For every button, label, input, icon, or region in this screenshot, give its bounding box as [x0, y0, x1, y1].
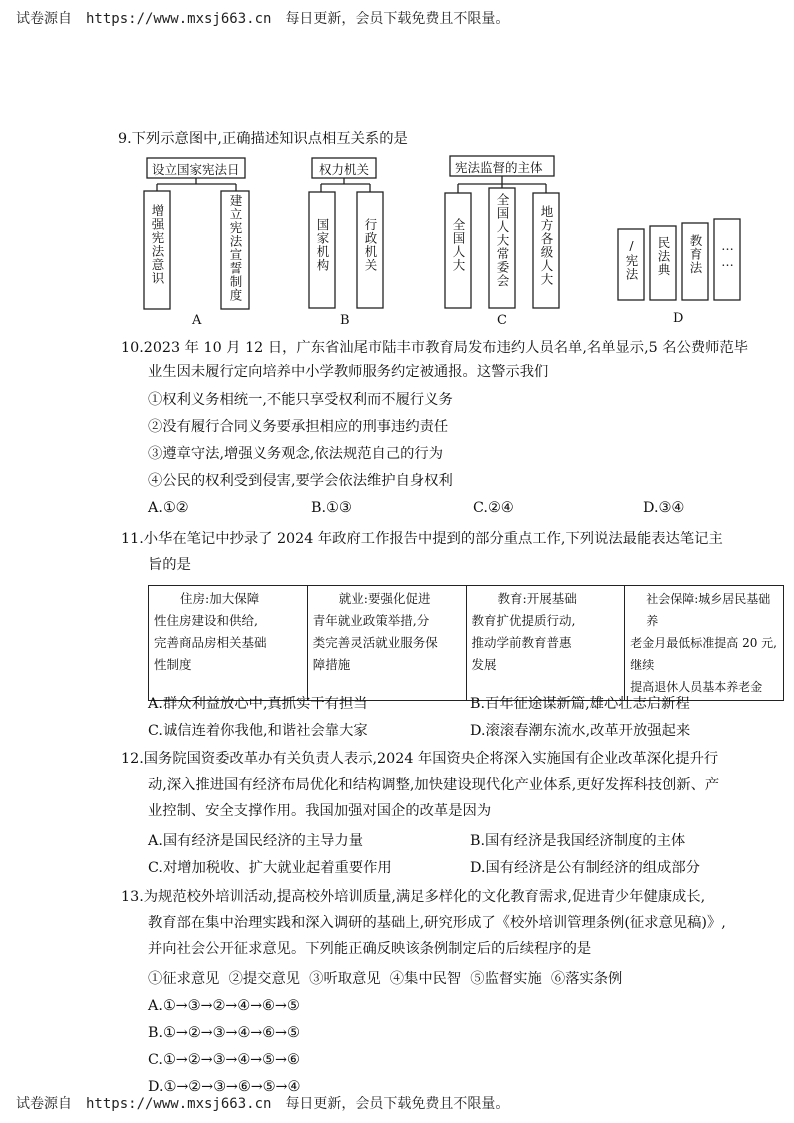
q11-cell-housing: 住房:加大保障 性住房建设和供给, 完善商品房相关基础 性制度	[149, 586, 308, 701]
q10-line1: 10.2023 年 10 月 12 日，广东省汕尾市陆丰市教育局发布违约人员名单,名单显示,5 名公费师范毕	[121, 340, 749, 356]
q11-cell-employment: 就业:要强化促进 青年就业政策举措,分 类完善灵活就业服务保 障措施	[307, 586, 466, 701]
header-url[interactable]: https://www.mxsj663.cn	[86, 11, 272, 27]
q10-statement-4: ④公民的权利受到侵害,要学会依法维护自身权利	[148, 473, 453, 489]
q13-steps: ①征求意见 ②提交意见 ③听取意见 ④集中民智 ⑤监督实施 ⑥落实条例	[148, 971, 623, 987]
q12-line2: 动,深入推进国有经济布局优化和结构调整,加快建设现代化产业体系,更好发挥科技创新、产	[148, 777, 720, 793]
q10-option-b[interactable]: B.①③	[311, 500, 352, 516]
q9-d-box4-text: ……	[720, 238, 735, 270]
footer-url[interactable]: https://www.mxsj663.cn	[86, 1096, 272, 1112]
page-footer	[16, 1093, 509, 1113]
q12-option-c[interactable]: C.对增加税收、扩大就业起着重要作用	[148, 860, 392, 876]
q11-option-b[interactable]: B.百年征途谋新篇,雄心壮志启新程	[470, 696, 690, 712]
q12-line3: 业控制、安全支撑作用。我国加强对国企的改革是因为	[148, 803, 492, 819]
q9-b-letter: B	[340, 313, 350, 328]
q10-option-d[interactable]: D.③④	[643, 500, 685, 516]
q9-c-leaf3: 地方各级人大	[539, 205, 554, 286]
q11-line1: 11.小华在笔记中抄录了 2024 年政府工作报告中提到的部分重点工作,下列说法最能表达笔记主	[121, 531, 723, 547]
q11-line2: 旨的是	[148, 557, 191, 573]
q10-statement-3: ③遵章守法,增强义务观念,依法规范自己的行为	[148, 446, 444, 462]
q11-option-d[interactable]: D.滚滚春潮东流水,改革开放强起来	[470, 723, 691, 739]
q12-option-d[interactable]: D.国有经济是公有制经济的组成部分	[470, 860, 700, 876]
q13-option-b[interactable]: B.①→②→③→④→⑥→⑤	[148, 1025, 300, 1041]
q13-option-a[interactable]: A.①→③→②→④→⑥→⑤	[148, 998, 300, 1014]
q9-d-box1-text: /宪法	[624, 238, 639, 281]
q13-line1: 13.为规范校外培训活动,提高校外培训质量,满足多样化的文化教育需求,促进青少年健康成长,	[121, 889, 706, 905]
q11-cell-social-security: 社会保障:城乡居民基础养 老金月最低标准提高 20 元,继续 提高退休人员基本养老金	[625, 586, 784, 701]
q11-notes-table	[148, 585, 784, 701]
q10-line2: 业生因未履行定向培养中小学教师服务约定被通报。这警示我们	[148, 364, 549, 380]
footer-note: 每日更新，会员下载免费且不限量。	[285, 1096, 510, 1112]
q10-option-c[interactable]: C.②④	[473, 500, 514, 516]
q13-line2: 教育部在集中治理实践和深入调研的基础上,研究形成了《校外培训管理条例(征求意见稿)》,	[148, 915, 726, 931]
q12-line1: 12.国务院国资委改革办有关负责人表示,2024 年国资央企将深入实施国有企业改革深化提升行	[121, 751, 719, 767]
q9-b-root: 权力机关	[319, 162, 370, 177]
q9-d-box2-text: 民法典	[656, 236, 671, 277]
q9-a-root: 设立国家宪法日	[152, 162, 240, 177]
q13-line3: 并向社会公开征求意见。下列能正确反映该条例制定后的后续程序的是	[148, 941, 592, 957]
q9-c-leaf2: 全国人大常委会	[495, 193, 510, 288]
q11-cell-education: 教育:开展基础 教育扩优提质行动, 推动学前教育普惠 发展	[466, 586, 625, 701]
q9-stem: 9.下列示意图中,正确描述知识点相互关系的是	[118, 131, 408, 147]
q9-c-root: 宪法监督的主体	[455, 160, 543, 175]
q12-option-a[interactable]: A.国有经济是国民经济的主导力量	[148, 833, 364, 849]
q9-c-leaf1: 全国人大	[451, 218, 466, 272]
q9-diagrams	[0, 0, 794, 340]
q9-a-leaf2: 建立宪法宣誓制度	[228, 194, 243, 302]
q9-d-box3-text: 教育法	[688, 234, 703, 275]
q10-statement-2: ②没有履行合同义务要承担相应的刑事违约责任	[148, 419, 449, 435]
q9-a-leaf1: 增强宪法意识	[150, 204, 165, 285]
header-note: 每日更新，会员下载免费且不限量。	[285, 11, 510, 27]
footer-site: 试卷源自	[16, 1096, 72, 1112]
q9-d-letter: D	[673, 311, 684, 326]
q9-c-letter: C	[497, 313, 507, 328]
q11-option-c[interactable]: C.诚信连着你我他,和谐社会靠大家	[148, 723, 368, 739]
header-site: 试卷源自	[16, 11, 72, 27]
q11-option-a[interactable]: A.群众利益放心中,真抓实干有担当	[148, 696, 368, 712]
q13-option-c[interactable]: C.①→②→③→④→⑤→⑥	[148, 1052, 300, 1068]
q10-statement-1: ①权利义务相统一,不能只享受权利而不履行义务	[148, 392, 453, 408]
q9-b-leaf2: 行政机关	[363, 218, 378, 272]
q13-option-d[interactable]: D.①→②→③→⑥→⑤→④	[148, 1079, 301, 1095]
q9-a-letter: A	[192, 313, 202, 328]
q10-option-a[interactable]: A.①②	[148, 500, 189, 516]
q9-b-leaf1: 国家机构	[315, 218, 330, 272]
q12-option-b[interactable]: B.国有经济是我国经济制度的主体	[470, 833, 686, 849]
